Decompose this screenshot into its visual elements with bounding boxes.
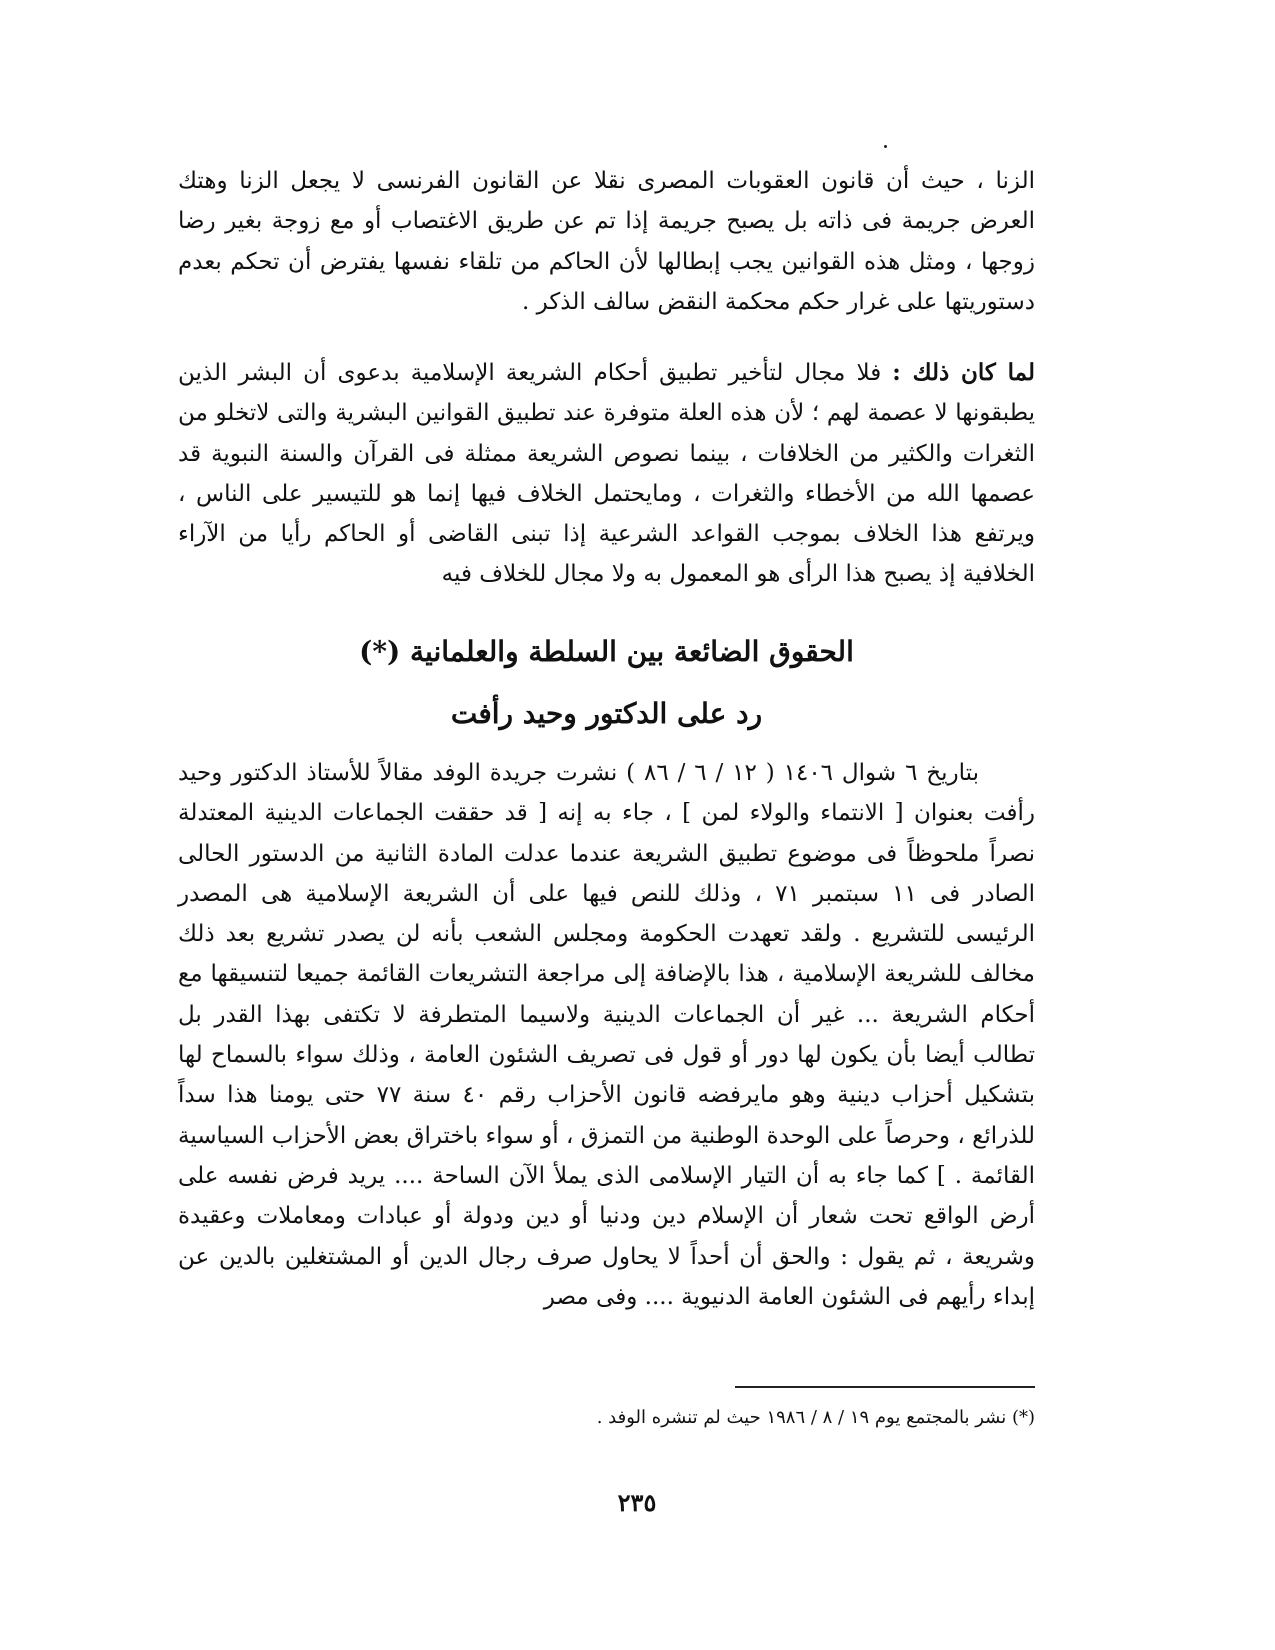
paragraph-2 bbox=[178, 353, 1035, 595]
paragraph-1-block bbox=[178, 161, 1035, 322]
paragraph-3-block bbox=[178, 753, 1035, 1317]
article-heading: الحقوق الضائعة بين السلطة والعلمانية (*) bbox=[359, 635, 854, 668]
paragraph-2-text: فلا مجال لتأخير تطبيق أحكام الشريعة الإسلامية بدعوى أن البشر الذين يطبقونها لا عصمة لهم ؛ لأن هذه العلة متوفرة عند تطبيق القوانين البشرية والتى لاتخلو من الثغرات والكثير من الخلافات ، بينما نصوص الشريعة ممثلة فى القرآن والسنة النبوية قد عصمها الله من الأخطاء والثغرات ، ومايحتمل الخلاف فيها إنما هو للتيسير على الناس ، ويرتفع هذا الخلاف بموجب القواعد الشرعية إذا تبنى القاضى أو الحاكم رأيا من الآراء الخلافية إذ يصبح هذا الرأى هو المعمول به ولا مجال للخلاف فيه bbox=[178, 360, 1035, 588]
stray-dot-mark bbox=[884, 145, 887, 148]
paragraph-3: بتاريخ ٦ شوال ١٤٠٦ ( ١٢ / ٦ / ٨٦ ) نشرت جريدة الوفد مقالاً للأستاذ الدكتور وحيد رأفت بعنوان [ الانتماء والولاء لمن ] ، جاء به إنه [ قد حققت الجماعات الدينية المعتدلة نصراً ملحوظاً فى موضوع تطبيق الشريعة عندما عدلت المادة الثانية من الدستور الحالى الصادر فى ١١ سبتمبر ٧١ ، وذلك للنص فيها على أن الشريعة الإسلامية هى المصدر الرئيسى للتشريع . ولقد تعهدت الحكومة ومجلس الشعب بأنه لن يصدر تشريع بعد ذلك مخالف للشريعة الإسلامية ، هذا بالإضافة إلى مراجعة التشريعات القائمة جميعا لتنسيقها مع أحكام الشريعة ... غير أن الجماعات الدينية ولاسيما المتطرفة لا تكتفى بهذا القدر بل تطالب أيضا بأن يكون لها دور أو قول فى تصريف الشئون العامة ، وذلك سواء بالسماح لها بتشكيل أحزاب دينية وهو مايرفضه قانون الأحزاب رقم ٤٠ سنة ٧٧ حتى يومنا هذا سداً للذرائع ، وحرصاً على الوحدة الوطنية من التمزق ، أو سواء باختراق بعض الأحزاب السياسية القائمة . ] كما جاء به أن التيار الإسلامى الذى يملأ الآن الساحة .... يريد فرض نفسه على أرض الواقع تحت شعار أن الإسلام دين ودنيا أو دين ودولة أو عبادات ومعاملات وعقيدة وشريعة ، ثم يقول : والحق أن أحداً لا يحاول صرف رجال الدين أو المشتغلين بالدين عن إبداء رأيهم فى الشئون العامة الدنيوية .... وفى مصر bbox=[178, 760, 1035, 1310]
page-number: ٢٣٥ bbox=[617, 1488, 657, 1517]
footnote-divider bbox=[735, 1386, 1035, 1388]
footnote: (*) نشر بالمجتمع يوم ١٩ / ٨ / ١٩٨٦ حيث لم تنشره الوفد . bbox=[596, 1407, 1035, 1428]
paragraph-2-block bbox=[178, 353, 1035, 595]
paragraph-1: الزنا ، حيث أن قانون العقوبات المصرى نقلا عن القانون الفرنسى لا يجعل الزنا وهتك العرض جريمة فى ذاته بل يصبح جريمة إذا تم عن طريق الاغتصاب أو مع زوجة بغير رضا زوجها ، ومثل هذه القوانين يجب إبطالها لأن الحاكم من تلقاء نفسها يفترض أن تحكم بعدم دستوريتها على غرار حكم محكمة النقض سالف الذكر . bbox=[178, 168, 1035, 315]
article-subheading: رد على الدكتور وحيد رأفت bbox=[450, 697, 763, 730]
paragraph-2-lead: لما كان ذلك : bbox=[892, 359, 1035, 386]
